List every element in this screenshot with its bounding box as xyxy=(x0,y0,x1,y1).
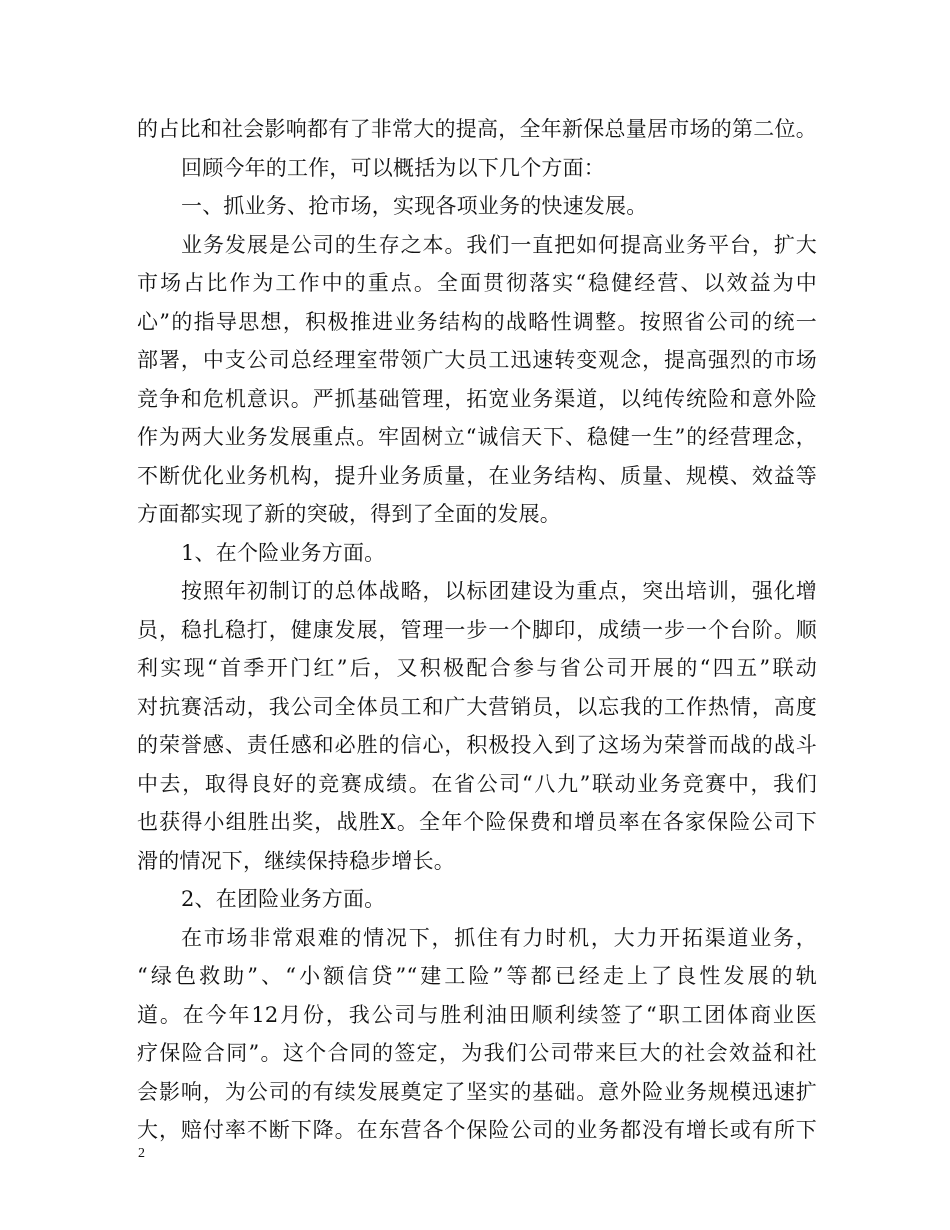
text-line: 回顾今年的工作，可以概括为以下几个方面： xyxy=(181,155,605,180)
text-line: 中去，取得良好的竞赛成绩。在省公司“八九”联动业务竞赛中，我们 xyxy=(137,771,817,796)
text-line: 也获得小组胜出奖，战胜X。全年个险保费和增员率在各家保险公司下 xyxy=(137,810,817,834)
text-line: 市场占比作为工作中的重点。全面贯彻落实“稳健经营、以效益为中 xyxy=(137,271,817,295)
text-line: 心”的指导思想，积极推进业务结构的战略性调整。按照省公司的统一 xyxy=(137,309,817,334)
text-line: 道。在今年12月份，我公司与胜利油田顺利续签了“职工团体商业医 xyxy=(137,1002,817,1027)
text-line: 利实现“首季开门红”后，又积极配合参与省公司开展的“四五”联动 xyxy=(137,656,817,680)
text-line: 一、抓业务、抢市场，实现各项业务的快速发展。 xyxy=(181,194,648,218)
text-line: 作为两大业务发展重点。牢固树立“诚信天下、稳健一生”的经营理念， xyxy=(137,425,817,449)
text-line: 大，赔付率不断下降。在东营各个保险公司的业务都没有增长或有所下 xyxy=(137,1118,817,1142)
document-body xyxy=(137,110,817,1150)
text-line: 滑的情况下，继续保持稳步增长。 xyxy=(137,848,455,873)
text-line: 的占比和社会影响都有了非常大的提高，全年新保总量居市场的第二位。 xyxy=(137,117,817,141)
text-line: 1、在个险业务方面。 xyxy=(181,540,386,565)
text-line: 2、在团险业务方面。 xyxy=(181,887,386,911)
text-line: 的荣誉感、责任感和必胜的信心，积极投入到了这场为荣誉而战的战斗 xyxy=(137,733,817,757)
text-line: 员，稳扎稳打，健康发展，管理一步一个脚印，成绩一步一个台阶。顺 xyxy=(137,617,817,642)
text-line: 对抗赛活动，我公司全体员工和广大营销员，以忘我的工作热情，高度 xyxy=(137,694,817,719)
text-line: 会影响，为公司的有续发展奠定了坚实的基础。意外险业务规模迅速扩 xyxy=(137,1079,817,1104)
text-line: 业务发展是公司的生存之本。我们一直把如何提高业务平台，扩大 xyxy=(181,232,817,257)
text-line: 竞争和危机意识。严抓基础管理，拓宽业务渠道，以纯传统险和意外险 xyxy=(137,386,817,411)
text-line: “绿色救助”、“小额信贷”“建工险”等都已经走上了良性发展的轨 xyxy=(137,964,817,988)
page-number: 2 xyxy=(138,1146,145,1161)
text-line: 不断优化业务机构，提升业务质量，在业务结构、质量、规模、效益等 xyxy=(137,463,817,488)
text-line: 按照年初制订的总体战略，以标团建设为重点，突出培训，强化增 xyxy=(181,579,817,603)
text-line: 疗保险合同”。这个合同的签定，为我们公司带来巨大的社会效益和社 xyxy=(137,1041,817,1065)
text-line: 方面都实现了新的突破，得到了全面的发展。 xyxy=(137,502,561,526)
text-line: 在市场非常艰难的情况下，抓住有力时机，大力开拓渠道业务， xyxy=(181,925,817,950)
text-line: 部署，中支公司总经理室带领广大员工迅速转变观念，提高强烈的市场 xyxy=(137,348,817,372)
